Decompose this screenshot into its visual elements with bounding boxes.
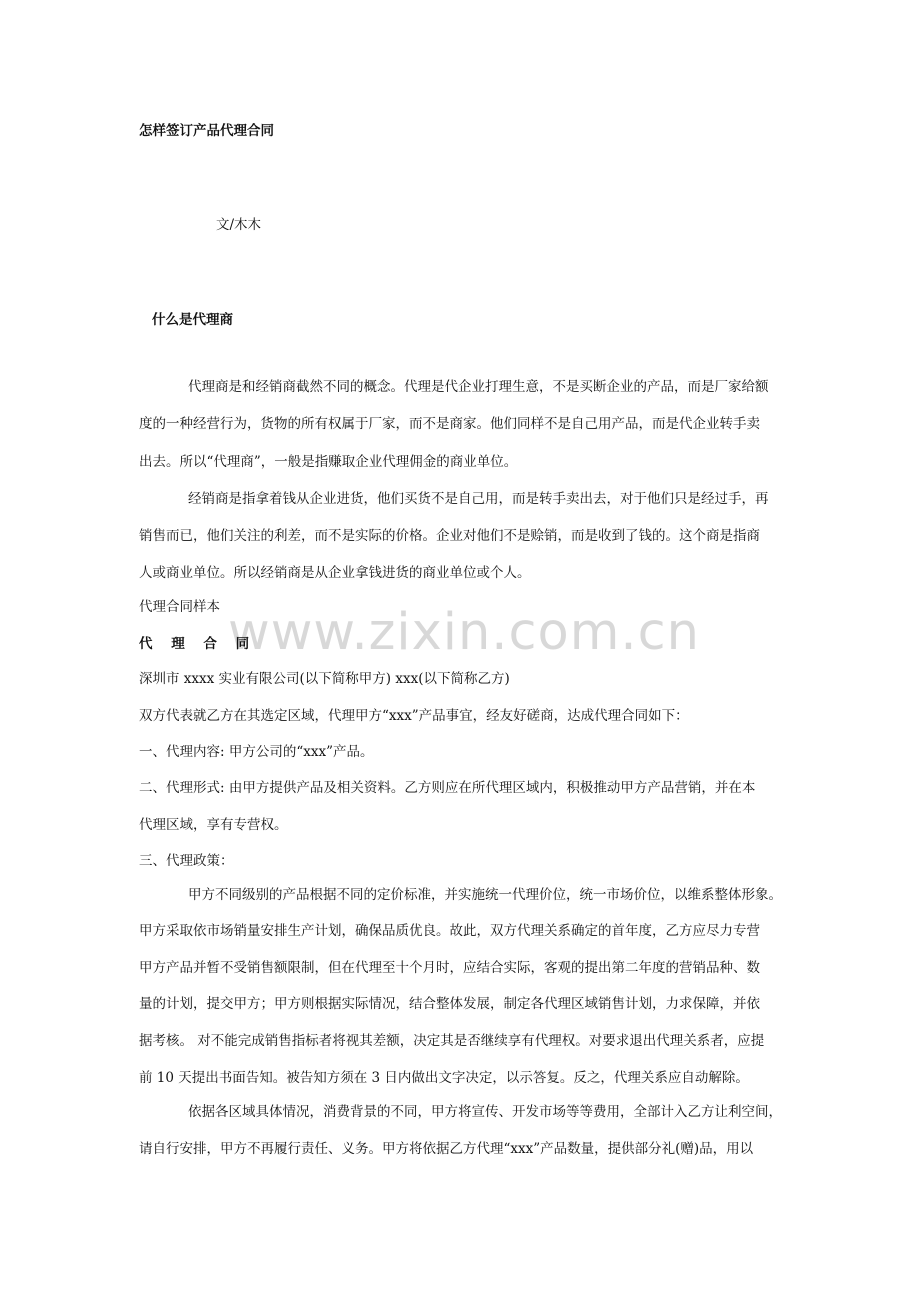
- contract-preamble: 双方代表就乙方在其选定区域，代理甲方“xxx”产品事宜，经友好磋商，达成代理合同如下：: [139, 708, 689, 724]
- paragraph-line: 请自行安排，甲方不再履行责任、义务。甲方将依据乙方代理“xxx”产品数量，提供部分礼(赠)品，用以: [139, 1141, 754, 1157]
- author-line: 文/木木: [216, 217, 262, 233]
- contract-parties: 深圳市 xxxx 实业有限公司(以下简称甲方) xxx(以下简称乙方): [139, 671, 510, 687]
- paragraph-line: 经销商是指拿着钱从企业进货，他们买货不是自己用，而是转手卖出去，对于他们只是经过手，再: [188, 491, 769, 507]
- paragraph-line: 前 10 天提出书面告知。被告知方须在 3 日内做出文字决定，以示答复。反之，代理关系应自动解除。: [139, 1070, 749, 1086]
- contract-title: 代 理 合 同: [139, 636, 257, 652]
- paragraph-line: 代理商是和经销商截然不同的概念。代理是代企业打理生意，不是买断企业的产品，而是厂家给额: [188, 379, 769, 395]
- clause-3-heading: 三、代理政策：: [139, 853, 234, 869]
- paragraph-line: 代理区域，享有专营权。: [139, 817, 288, 833]
- sample-label: 代理合同样本: [139, 599, 220, 615]
- paragraph-line: 二、代理形式: 由甲方提供产品及相关资料。乙方则应在所代理区域内，积极推动甲方产品营销，并在本: [139, 780, 756, 796]
- clause-1: 一、代理内容: 甲方公司的“xxx”产品。: [139, 744, 374, 760]
- paragraph-line: 据考核。 对不能完成销售指标者将视其差额，决定其是否继续享有代理权。对要求退出代理关系者，应提: [139, 1033, 765, 1049]
- paragraph-line: 度的一种经营行为，货物的所有权属于厂家，而不是商家。他们同样不是自己用产品，而是代企业转手卖: [139, 416, 760, 432]
- paragraph-line: 销售而已，他们关注的利差，而不是实际的价格。企业对他们不是赊销，而是收到了钱的。这个商是指商: [139, 528, 760, 544]
- document-title: 怎样签订产品代理合同: [139, 123, 274, 139]
- paragraph-line: 甲方采取依市场销量安排生产计划，确保品质优良。故此，双方代理关系确定的首年度，乙方应尽力专营: [139, 923, 760, 939]
- section-heading: 什么是代理商: [152, 312, 233, 328]
- paragraph-line: 甲方产品并暂不受销售额限制，但在代理至十个月时，应结合实际，客观的提出第二年度的营销品种、数: [139, 960, 760, 976]
- paragraph-line: 出去。所以“代理商”，一般是指赚取企业代理佣金的商业单位。: [139, 454, 518, 470]
- paragraph-line: 量的计划，提交甲方；甲方则根据实际情况，结合整体发展，制定各代理区域销售计划，力求保障，并依: [139, 996, 760, 1012]
- watermark: www.zixin.com.cn: [228, 603, 700, 662]
- paragraph-line: 依据各区域具体情况，消费背景的不同，甲方将宣传、开发市场等等费用，全部计入乙方让利空间，: [188, 1104, 782, 1120]
- paragraph-line: 甲方不同级别的产品根据不同的定价标准，并实施统一代理价位，统一市场价位，以维系整体形象。: [188, 887, 782, 903]
- paragraph-line: 人或商业单位。所以经销商是从企业拿钱进货的商业单位或个人。: [139, 565, 531, 581]
